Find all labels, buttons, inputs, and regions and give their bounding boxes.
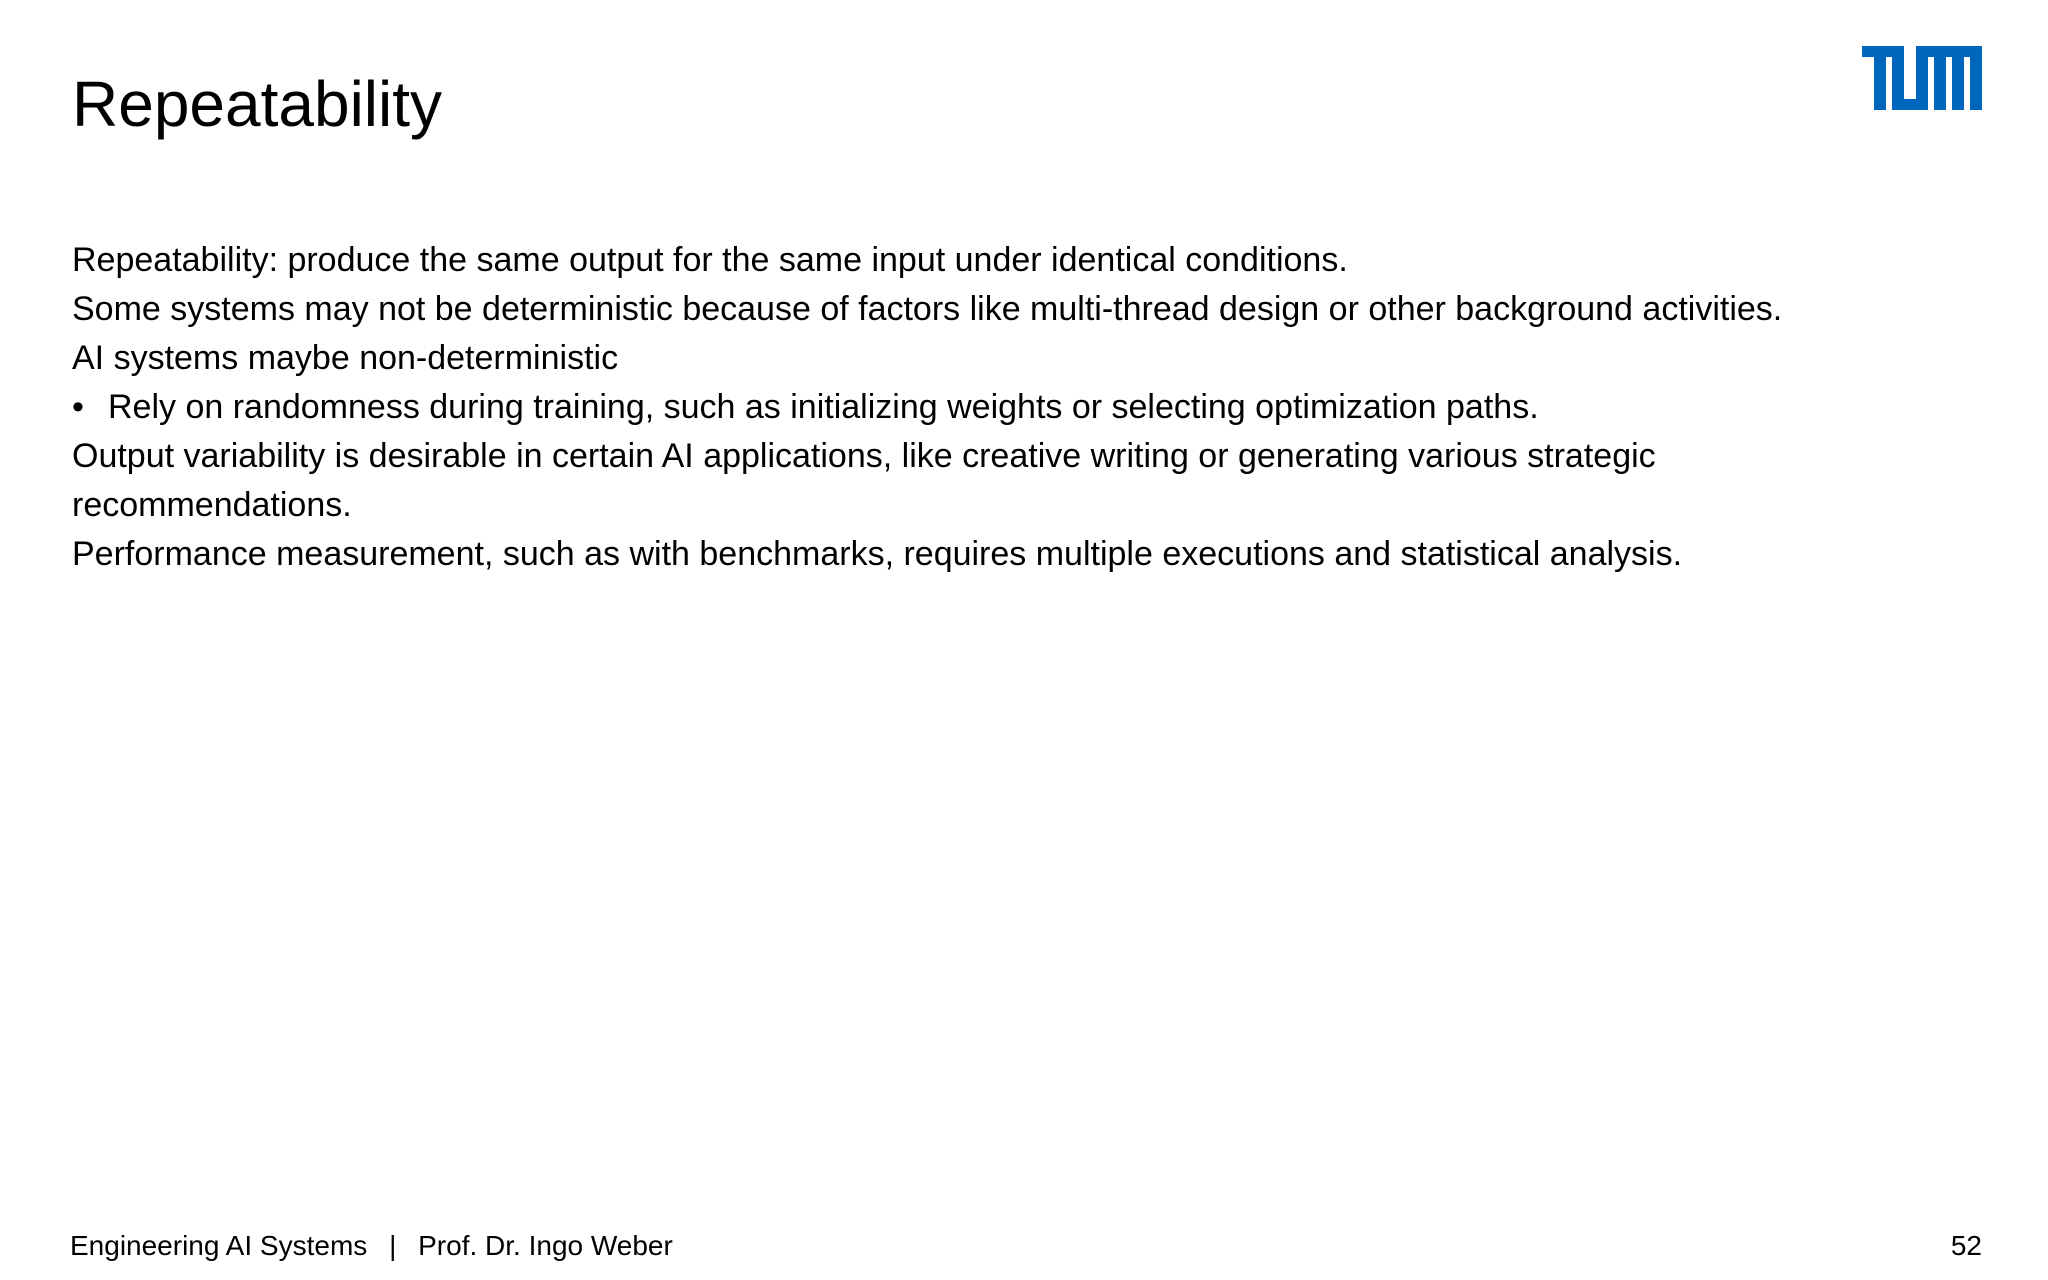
tum-logo-mark xyxy=(1862,46,1982,110)
body-line-nondeterministic-systems: Some systems may not be deterministic because of factors like multi-thread design or other background activities. xyxy=(72,290,1783,328)
footer-author: Prof. Dr. Ingo Weber xyxy=(418,1230,673,1261)
bullet-dot-icon: • xyxy=(72,388,84,426)
bullet-text: Rely on randomness during training, such as initializing weights or selecting optimization paths. xyxy=(108,388,1539,426)
body-line-output-variability: Output variability is desirable in certain AI applications, like creative writing or generating various strategic xyxy=(72,437,1656,475)
body-line-performance-measurement: Performance measurement, such as with benchmarks, requires multiple executions and statistical analysis. xyxy=(72,535,1683,573)
page-number: 52 xyxy=(1950,1230,1982,1261)
footer-course: Engineering AI Systems xyxy=(70,1230,368,1261)
bullet-item xyxy=(72,383,1972,432)
body-line-ai-nondeterministic: AI systems maybe non-deterministic xyxy=(72,339,619,377)
tum-logo xyxy=(1862,46,1982,110)
footer xyxy=(70,1230,673,1262)
body-line-repeatability-definition: Repeatability: produce the same output for the same input under identical conditions. xyxy=(72,241,1348,279)
slide-body xyxy=(72,236,1972,579)
footer-separator: | xyxy=(389,1230,397,1261)
body-line-output-variability-cont: recommendations. xyxy=(72,486,352,524)
slide-title: Repeatability xyxy=(72,68,442,140)
